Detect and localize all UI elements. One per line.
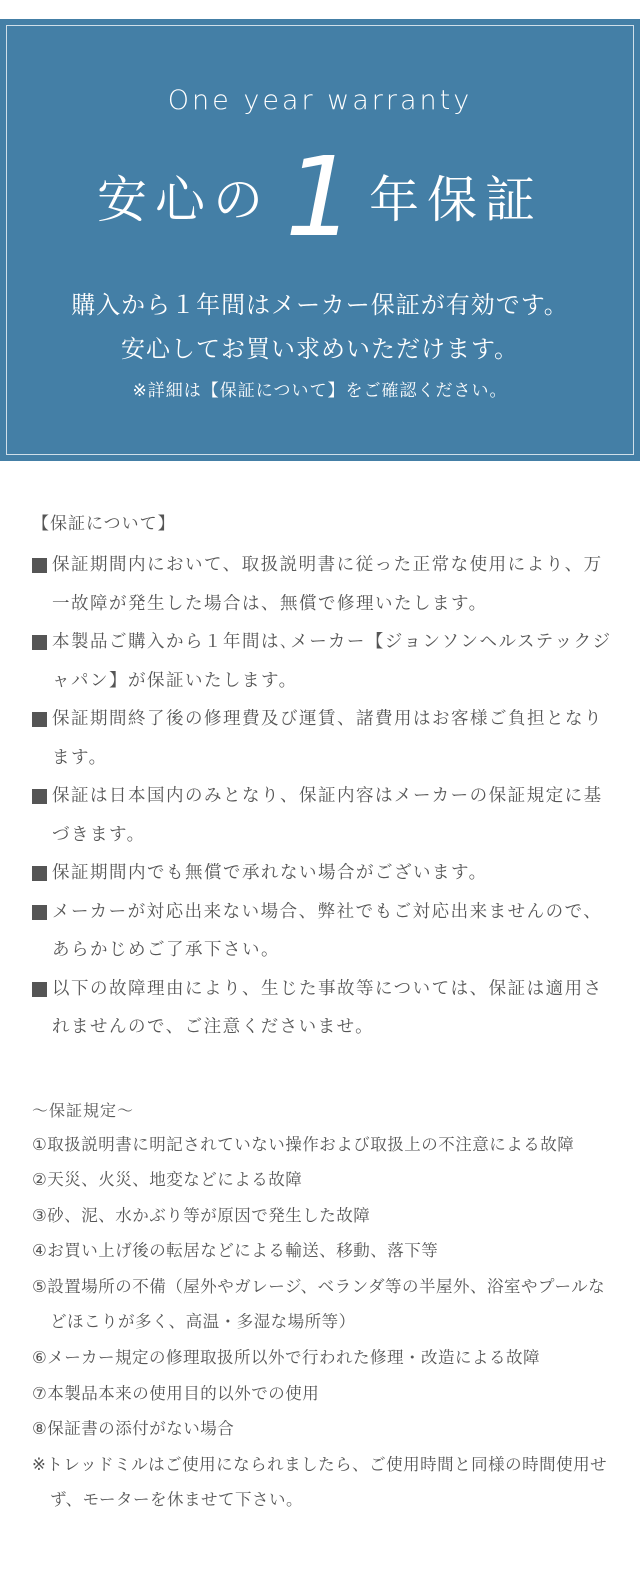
rule-item: ⑧保証書の添付がない場合 (32, 1419, 235, 1439)
headline-pre: 安心の (97, 171, 271, 229)
warranty-bullet (32, 970, 612, 1047)
warranty-bullet-text: 本製品ご購入から１年間は､メーカー【ジョンソンヘルステックジャパン】が保証いたします。 (52, 632, 612, 691)
headline-post: 年保証 (369, 171, 543, 229)
rule-item: ⑦本製品本来の使用目的以外での使用 (32, 1383, 320, 1403)
warranty-bullet-text: 以下の故障理由により、生じた事故等については、保証は適用されませんので、ご注意くださいませ。 (52, 978, 603, 1037)
banner-subtitle: One year warranty (167, 85, 473, 116)
warranty-bullet (32, 854, 612, 893)
warranty-bullet-list (32, 546, 612, 1047)
warranty-bullet (32, 893, 612, 970)
warranty-bullet-text: 保証期間終了後の修理費及び運賃、諸費用はお客様ご負担となります。 (52, 709, 603, 768)
banner-line-1: 購入から１年間はメーカー保証が有効です。 (71, 291, 569, 319)
square-bullet-icon (32, 635, 47, 650)
square-bullet-icon (32, 905, 47, 920)
rule-item: ⑥メーカー規定の修理取扱所以外で行われた修理・改造による故障 (32, 1348, 540, 1368)
warranty-bullet-text: 保証期間内において、取扱説明書に従った正常な使用により、万一故障が発生した場合は、無償で修理いたします。 (52, 555, 603, 614)
rule-item: ②天災、火災、地変などによる故障 (32, 1170, 303, 1190)
warranty-content (32, 508, 612, 1518)
banner-note: ※詳細は【保証について】をご確認ください。 (132, 381, 508, 401)
rule-item: ④お買い上げ後の転居などによる輸送、移動、落下等 (32, 1241, 439, 1261)
square-bullet-icon (32, 712, 47, 727)
rule-note: ※トレッドミルはご使用になられましたら、ご使用時間と同様の時間使用せず、モーターを休ませて下さい。 (32, 1454, 608, 1510)
warranty-bullet-text: 保証は日本国内のみとなり、保証内容はメーカーの保証規定に基づきます。 (52, 786, 603, 845)
banner-line-2: 安心してお買い求めいただけます。 (120, 335, 520, 363)
square-bullet-icon (32, 789, 47, 804)
warranty-bullet (32, 623, 612, 700)
square-bullet-icon (32, 866, 47, 881)
rule-item: ⑤設置場所の不備（屋外やガレージ、ベランダ等の半屋外、浴室やプールなどほこりが多く、高温・多湿な場所等） (32, 1276, 606, 1332)
rules-section-title: ～保証規定～ (32, 1100, 135, 1120)
warranty-bullet (32, 777, 612, 854)
headline-number: 1 (285, 133, 355, 261)
rule-item: ③砂、泥、水かぶり等が原因で発生した故障 (32, 1205, 371, 1225)
warranty-bullet (32, 546, 612, 623)
warranty-banner (0, 19, 640, 461)
rule-item: ①取扱説明書に明記されていない操作および取扱上の不注意による故障 (32, 1134, 575, 1154)
square-bullet-icon (32, 558, 47, 573)
warranty-section-title: 【保証について】 (32, 514, 176, 534)
square-bullet-icon (32, 982, 47, 997)
warranty-bullet-text: 保証期間内でも無償で承れない場合がございます。 (52, 863, 488, 883)
rules-list (32, 1127, 612, 1519)
banner-headline (0, 133, 640, 261)
warranty-bullet (32, 700, 612, 777)
warranty-bullet-text: メーカーが対応出来ない場合、弊社でもご対応出来ませんので、あらかじめご了承下さい。 (52, 901, 603, 960)
